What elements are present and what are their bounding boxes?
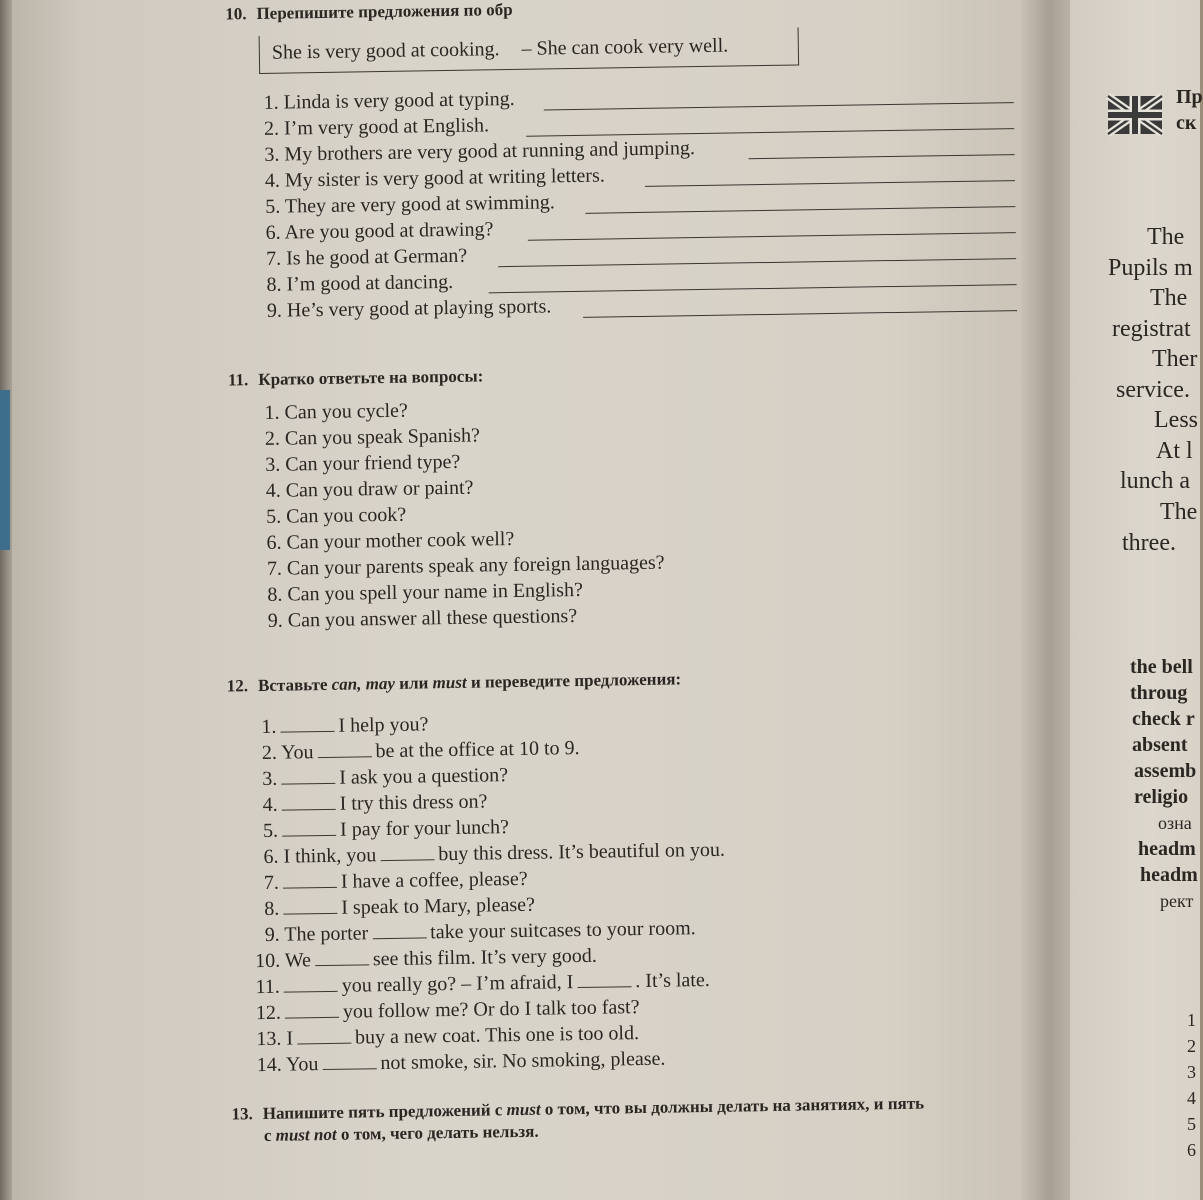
item-text: I speak to Mary, please? xyxy=(341,893,536,919)
item-text: see this film. It’s very good. xyxy=(372,944,597,971)
right-bold-line: absent xyxy=(1132,734,1188,756)
exercise-10-heading xyxy=(225,0,513,24)
exercise-title: Кратко ответьте на вопросы: xyxy=(258,366,484,389)
item-text: . It’s late. xyxy=(635,968,710,993)
fill-blank[interactable] xyxy=(315,944,369,966)
keyword-can: can, xyxy=(331,674,362,694)
item-text: not smoke, sir. No smoking, please. xyxy=(380,1047,666,1075)
ex10-item: 4. My sister is very good at writing letters. xyxy=(264,164,605,192)
answer-line[interactable] xyxy=(498,258,1016,267)
answer-line[interactable] xyxy=(489,284,1017,293)
right-small-line: рект xyxy=(1160,891,1194,911)
item-prefix: 14. You xyxy=(256,1053,319,1077)
right-text-line: At l xyxy=(1156,438,1193,464)
item-text: take your suitcases to your room. xyxy=(430,917,696,944)
ex12-item xyxy=(262,733,580,765)
ex10-item: 5. They are very good at swimming. xyxy=(265,191,555,218)
right-text-line: Pupils m xyxy=(1108,255,1193,281)
ex11-item: 7. Can your parents speak any foreign languages? xyxy=(266,551,665,580)
right-text-line: three. xyxy=(1122,530,1176,556)
item-text: I help you? xyxy=(338,713,429,737)
item-text: I pay for your lunch? xyxy=(339,816,510,841)
ex10-item: 3. My brothers are very good at running and jumping. xyxy=(264,137,696,166)
ex11-item: 2. Can you speak Spanish? xyxy=(264,424,481,450)
ex11-item: 6. Can your mother cook well? xyxy=(266,527,515,554)
item-text: I ask you a question? xyxy=(339,764,509,789)
exercise-number: 13. xyxy=(231,1104,253,1124)
exercise-11-heading xyxy=(228,366,484,390)
ex11-item: 9. Can you answer all these questions? xyxy=(267,605,578,632)
fill-blank[interactable] xyxy=(322,1048,376,1070)
exercise-number: 11. xyxy=(227,370,249,390)
ex12-item xyxy=(261,709,428,739)
answer-line[interactable] xyxy=(583,310,1017,318)
exercise-title: Напишите пять предложений с xyxy=(262,1100,503,1124)
ex11-item: 3. Can your friend type? xyxy=(265,450,461,476)
margin-number: 1 xyxy=(1187,1010,1196,1030)
answer-line[interactable] xyxy=(749,154,1015,159)
ex11-item: 4. Can you draw or paint? xyxy=(265,476,474,502)
right-text-line: Less xyxy=(1154,407,1198,433)
keyword-may: may xyxy=(365,673,396,694)
fill-blank[interactable] xyxy=(284,971,338,993)
answer-line[interactable] xyxy=(526,128,1014,137)
exercise-title: Перепишите предложения по обр xyxy=(256,0,513,23)
ex10-item: 1. Linda is very good at typing. xyxy=(263,87,515,114)
right-text-line: The xyxy=(1160,499,1198,525)
keyword-must: must xyxy=(432,672,467,693)
ex11-item: 8. Can you spell your name in English? xyxy=(267,578,584,606)
margin-number: 5 xyxy=(1187,1114,1196,1134)
item-prefix: 5. xyxy=(262,819,279,842)
right-heading: Пр xyxy=(1176,86,1203,108)
right-text-line: The xyxy=(1150,285,1188,311)
item-prefix: 1. xyxy=(261,715,277,738)
right-bold-line: check r xyxy=(1132,708,1195,730)
right-bold-line: assemb xyxy=(1134,760,1197,782)
title-rest: о том, что вы должны делать на занятиях, и пять xyxy=(544,1093,925,1119)
item-prefix: 13. I xyxy=(256,1027,294,1051)
right-page xyxy=(1070,0,1203,1200)
right-text-line: service. xyxy=(1116,377,1190,403)
fill-blank[interactable] xyxy=(283,893,337,915)
ex10-item: 9. He’s very good at playing sports. xyxy=(266,295,552,322)
fill-blank[interactable] xyxy=(280,711,334,733)
right-text-line: The xyxy=(1147,224,1185,250)
right-heading-line2: ск xyxy=(1176,112,1197,134)
item-prefix: 8. xyxy=(264,897,280,920)
fill-blank[interactable] xyxy=(577,966,631,988)
item-prefix: 11. xyxy=(255,975,280,999)
fill-blank[interactable] xyxy=(372,917,426,939)
item-text: be at the office at 10 to 9. xyxy=(375,736,580,763)
exercise-title: Вставьте xyxy=(257,674,328,696)
item-text: you really go? – I’m afraid, I xyxy=(341,971,574,997)
margin-number: 4 xyxy=(1187,1088,1196,1108)
exercise-13-heading-line2 xyxy=(264,1122,539,1146)
title-rest: о том, чего делать нельзя. xyxy=(340,1121,539,1144)
item-prefix: 12. xyxy=(255,1001,282,1025)
fill-blank[interactable] xyxy=(282,815,336,837)
example-box xyxy=(259,27,800,73)
title-or: или xyxy=(399,673,429,693)
right-bold-line: the bell xyxy=(1130,656,1193,678)
item-text: I have a coffee, please? xyxy=(340,867,528,893)
ex11-item: 1. Can you cycle? xyxy=(264,399,408,424)
item-text: I try this dress on? xyxy=(339,790,488,815)
item-text: buy this dress. It’s beautiful on you. xyxy=(438,838,726,866)
item-prefix: 4. xyxy=(262,793,278,816)
right-bold-line: throug xyxy=(1130,682,1188,704)
margin-number: 3 xyxy=(1187,1062,1196,1082)
example-right: – She can cook very well. xyxy=(521,34,729,60)
title-rest: и переведите предложения: xyxy=(470,669,682,692)
ex10-item: 2. I’m very good at English. xyxy=(263,114,490,140)
margin-number: 2 xyxy=(1187,1036,1196,1056)
right-text-line: lunch a xyxy=(1120,468,1190,494)
keyword-must: must xyxy=(506,1099,541,1120)
fill-blank[interactable] xyxy=(281,789,335,811)
item-text: buy a new coat. This one is too old. xyxy=(354,1022,640,1049)
ex12-item xyxy=(257,1044,666,1077)
fill-blank[interactable] xyxy=(317,736,371,758)
answer-line[interactable] xyxy=(544,102,1014,110)
right-bold-line: headm xyxy=(1140,864,1198,886)
right-text-line: registrat xyxy=(1112,316,1191,342)
keyword-must-not: must not xyxy=(275,1124,337,1145)
item-prefix: 9. The porter xyxy=(264,922,369,946)
fill-blank[interactable] xyxy=(297,1023,351,1045)
example-left: She is very good at cooking. xyxy=(271,38,500,64)
right-bold-line: headm xyxy=(1138,838,1196,860)
ex10-item: 6. Are you good at drawing? xyxy=(265,218,494,244)
right-bold-line: religio xyxy=(1134,786,1189,808)
item-text: you follow me? Or do I talk too fast? xyxy=(342,996,640,1023)
fill-blank[interactable] xyxy=(281,763,335,785)
uk-flag-icon xyxy=(1108,96,1162,134)
item-prefix: 3. xyxy=(262,767,278,790)
item-prefix: 2. You xyxy=(261,741,314,764)
answer-line[interactable] xyxy=(528,232,1016,241)
item-prefix: 10. We xyxy=(254,949,312,973)
ex11-item: 5. Can you cook? xyxy=(265,503,407,528)
exercise-12-heading xyxy=(227,669,682,696)
fill-blank[interactable] xyxy=(283,867,337,889)
fill-blank[interactable] xyxy=(285,997,339,1019)
title-prefix: с xyxy=(263,1125,272,1145)
exercise-number: 10. xyxy=(225,4,247,24)
ex10-item: 8. I’m good at dancing. xyxy=(266,270,454,296)
answer-line[interactable] xyxy=(645,180,1015,187)
right-small-line: озна xyxy=(1158,813,1192,833)
exercise-13-heading xyxy=(231,1094,924,1125)
ex10-item: 7. Is he good at German? xyxy=(265,244,468,270)
exercise-number: 12. xyxy=(226,676,249,696)
item-prefix: 7. xyxy=(263,871,280,894)
margin-number: 6 xyxy=(1187,1140,1196,1160)
item-prefix: 6. I think, you xyxy=(263,844,377,868)
answer-line[interactable] xyxy=(585,206,1015,214)
right-text-line: Ther xyxy=(1152,346,1198,372)
fill-blank[interactable] xyxy=(380,839,434,861)
